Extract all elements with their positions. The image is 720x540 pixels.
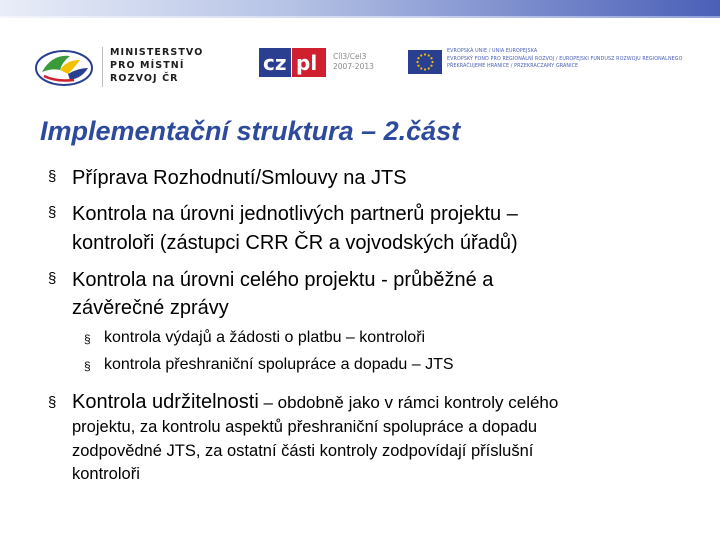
eu-line-2: EVROPSKÝ FOND PRO REGIONÁLNÍ ROZVOJ / EUROPEJSKI FUNDUSZ ROZWOJU REGIONALNEGO [447, 56, 683, 62]
subitem-2: kontrola přeshraniční spolupráce a dopadu – JTS [104, 356, 454, 373]
eu-star [424, 53, 426, 55]
logo-separator [102, 47, 103, 87]
eu-star [431, 61, 433, 63]
ministry-name [110, 46, 203, 85]
czpl-line-1: Cíl3/Cel3 [333, 52, 367, 61]
ministry-line-1: MINISTERSTVO [110, 47, 204, 58]
eu-star [430, 65, 432, 67]
bullet-marker: § [48, 270, 57, 287]
eu-star [428, 67, 430, 69]
bullet-marker: § [48, 394, 57, 411]
sub-bullet-marker: § [84, 332, 91, 346]
eu-star [428, 54, 430, 56]
czpl-logo-icon [259, 48, 326, 77]
item-4-lead: Kontrola udržitelnosti [72, 391, 259, 413]
subitem-1: kontrola výdajů a žádosti o platbu – kontroloři [104, 329, 426, 346]
eu-star [417, 65, 419, 67]
eu-line-1: EVROPSKÁ UNIE / UNIA EUROPEJSKA [447, 49, 538, 54]
bullet-marker: § [48, 204, 57, 221]
slide-title: Implementační struktura – 2.část [40, 116, 461, 146]
eu-star [416, 61, 418, 63]
eu-flag-icon [408, 50, 442, 74]
item-4-line-1 [72, 390, 558, 415]
eu-star [430, 57, 432, 59]
top-gradient-line [0, 16, 720, 18]
czpl-program-text [333, 52, 374, 72]
item-4-line-4: kontroloři [72, 465, 140, 483]
item-1-line-1: Příprava Rozhodnutí/Smlouvy na JTS [72, 167, 407, 189]
top-gradient-bar [0, 0, 720, 16]
item-4-rest: – obdobně jako v rámci kontroly celého [258, 393, 559, 412]
eu-line-3: PŘEKRAČUJEME HRANICE / PRZEKRACZAMY GRANICE [447, 64, 579, 70]
item-4-line-2: projektu, za kontrolu aspektů přeshraniční spolupráce a dopadu [72, 418, 538, 436]
ministry-line-2: PRO MÍSTNÍ [110, 60, 185, 71]
item-3-line-1: Kontrola na úrovni celého projektu - průběžné a [72, 269, 494, 291]
item-2-line-1: Kontrola na úrovni jednotlivých partnerů projektu – [72, 203, 518, 225]
item-3-line-2: závěrečné zprávy [72, 297, 229, 319]
eu-fund-text [447, 48, 682, 71]
eu-star [417, 57, 419, 59]
czpl-logo-pl: pl [296, 51, 318, 75]
ministry-logo-icon [34, 46, 96, 88]
sub-bullet-marker: § [84, 359, 91, 373]
czpl-logo-cz: cz [263, 51, 287, 75]
czpl-line-2: 2007-2013 [333, 62, 374, 71]
eu-star [420, 54, 422, 56]
item-2-line-2: kontroloři (zástupci CRR ČR a vojvodských úřadů) [72, 232, 518, 254]
eu-star [420, 67, 422, 69]
item-4-line-3: zodpovědné JTS, za ostatní části kontroly zodpovídají příslušní [72, 442, 534, 460]
ministry-line-3: ROZVOJ ČR [110, 73, 179, 84]
bullet-marker: § [48, 168, 57, 185]
eu-star [424, 68, 426, 70]
